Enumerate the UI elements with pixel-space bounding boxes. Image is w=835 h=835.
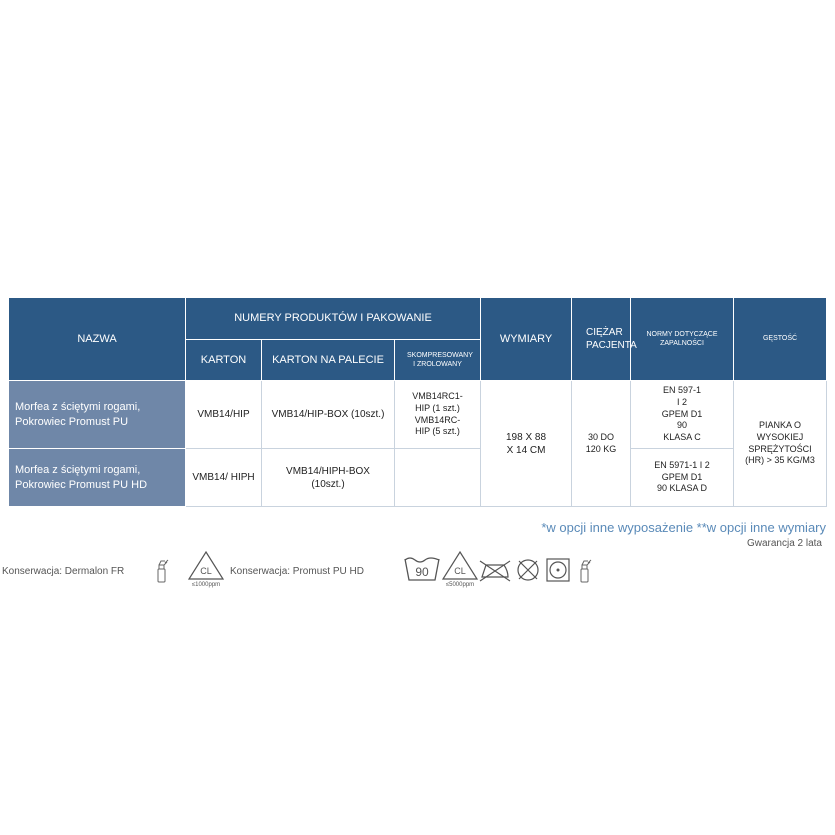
cell-line: VMB14RC- — [414, 414, 461, 425]
cell-line: X 14 CM — [506, 444, 546, 456]
cell-line: GPEM D1 — [661, 408, 703, 419]
svg-text:CL: CL — [200, 566, 212, 576]
chlorine-bleach-triangle-icon — [185, 549, 227, 589]
cell-line: SPRĘŻYTOŚCI — [748, 443, 812, 454]
cell-karton: VMB14/ HIPH — [186, 449, 262, 507]
header-wymiary: WYMIARY — [481, 298, 572, 381]
svg-text:≤1000ppm: ≤1000ppm — [191, 582, 221, 588]
cell-line: VMB14RC1- — [412, 391, 463, 402]
no-dry-clean-icon — [514, 556, 542, 584]
header-normy: NORMY DOTYCZĄCE ZAPALNOŚCI — [631, 298, 734, 381]
cell-skompresowany-empty — [395, 449, 481, 507]
cell-line: EN 597-1 — [663, 385, 702, 396]
care-label-dermalon: Konserwacja: Dermalon FR — [2, 566, 125, 577]
header-nazwa: NAZWA — [9, 298, 186, 381]
care-instructions — [2, 552, 822, 592]
cell-line: EN 5971-1 I 2 — [654, 459, 710, 470]
row-name-line1: Morfea z ściętymi rogami, — [15, 401, 141, 414]
no-iron-icon — [478, 557, 512, 583]
svg-text:90: 90 — [415, 565, 429, 579]
table-row — [9, 449, 827, 507]
cell-line: (10szt.) — [311, 478, 345, 490]
row-name-line2: Pokrowiec Promust PU HD — [15, 478, 148, 491]
cell-line: (HR) > 35 KG/M3 — [745, 455, 815, 466]
cell-gestosc — [734, 381, 827, 507]
product-table — [8, 297, 827, 507]
cell-wymiary — [481, 381, 572, 507]
header-karton: KARTON — [186, 340, 262, 381]
guarantee-text: Gwarancja 2 lata — [746, 538, 822, 549]
cell-karton-na-palecie: VMB14/HIP-BOX (10szt.) — [262, 381, 395, 449]
row-name — [9, 381, 186, 449]
row-name-line2: Pokrowiec Promust PU — [15, 415, 129, 428]
wash-90-icon — [402, 554, 442, 584]
cell-line: 90 — [677, 420, 688, 431]
care-label-promust: Konserwacja: Promust PU HD — [230, 566, 364, 577]
svg-text:≤5000ppm: ≤5000ppm — [445, 582, 475, 588]
options-note: *w opcji inne wyposażenie **w opcji inne wymiary — [541, 520, 826, 535]
cell-line: WYSOKIEJ — [756, 431, 804, 442]
cell-skompresowany — [395, 381, 481, 449]
cell-normy — [631, 381, 734, 449]
cell-line: 198 X 88 — [505, 431, 547, 443]
header-numery: NUMERY PRODUKTÓW I PAKOWANIE — [186, 298, 481, 340]
cell-normy — [631, 449, 734, 507]
header-skompresowany: SKOMPRESOWANY I ZROLOWANY — [395, 340, 481, 381]
header-gestosc: GĘSTOŚĆ — [734, 298, 827, 381]
tumble-dry-icon — [545, 557, 571, 583]
row-name — [9, 449, 186, 507]
svg-text:CL: CL — [454, 566, 466, 576]
cell-line: 30 DO — [588, 431, 615, 442]
cell-line: HIP (5 szt.) — [415, 426, 460, 437]
cell-karton: VMB14/HIP — [186, 381, 262, 449]
spray-bottle-icon — [155, 558, 169, 584]
cell-line: 120 KG — [585, 443, 617, 454]
cell-ciezar — [572, 381, 631, 507]
cell-line: GPEM D1 — [661, 471, 703, 482]
cell-line: HIP (1 szt.) — [415, 402, 460, 413]
cell-line: PIANKA O — [759, 420, 802, 431]
spray-bottle-icon — [578, 558, 592, 584]
cell-karton-na-palecie — [262, 449, 395, 507]
cell-line: VMB14/HIPH-BOX — [286, 465, 370, 477]
header-ciezar: CIĘŻAR PACJENTA — [572, 298, 631, 381]
table-row — [9, 381, 827, 449]
cell-line: 90 KLASA D — [656, 483, 708, 494]
row-name-line1: Morfea z ściętymi rogami, — [15, 464, 141, 477]
header-karton-na-palecie: KARTON NA PALECIE — [262, 340, 395, 381]
cell-line: KLASA C — [663, 432, 701, 443]
chlorine-bleach-triangle-icon — [439, 549, 481, 589]
cell-line: I 2 — [677, 396, 688, 407]
